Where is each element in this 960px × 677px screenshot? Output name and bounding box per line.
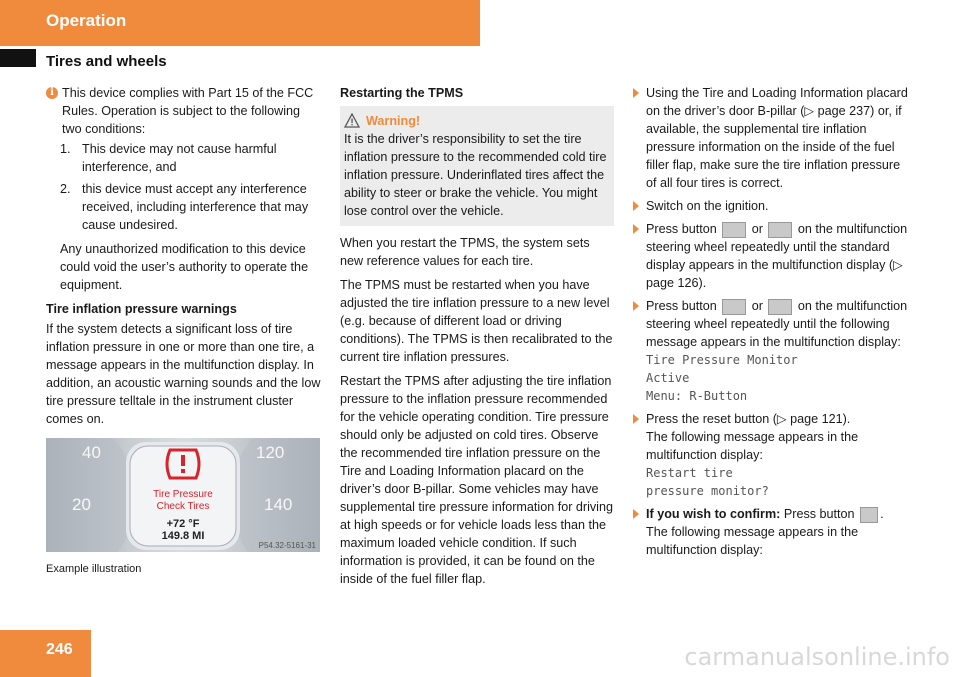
example-illustration bbox=[46, 438, 320, 552]
list-item bbox=[46, 140, 322, 176]
warnings-text: If the system detects a significant loss of tire inflation pressure in one or more than one tire, a message appears in the multifunction display. In addition, an acoustic warning sounds and the low tire pressure telltale in the instrument cluster comes on. bbox=[46, 322, 321, 426]
display-message bbox=[646, 464, 910, 500]
display-back-button-icon bbox=[722, 222, 746, 238]
step-text: on the multifunction steering wheel repeatedly until the following message appears in the multifunction display: bbox=[646, 299, 908, 349]
restart-para-3: Restart the TPMS after adjusting the tire inflation pressure to the inflation pressure recommended for the vehicle operating condition. Tire pressure should only be adjusted on cold tires. Observe the recommended tire inflation pressure on the Tire and Loading Information placard on the driver’s door B-pillar. Some vehicles may have supplemental tire pressure information for driving at high speeds or for vehicle loads less than the maximum loaded vehicle condition. If such information is provided, it can be found on the inside of the fuel filler flap. bbox=[340, 374, 613, 586]
message-line: Tire Pressure Monitor bbox=[646, 353, 798, 367]
step bbox=[632, 197, 910, 215]
step-text: Switch on the ignition. bbox=[646, 199, 769, 213]
display-message bbox=[646, 351, 910, 405]
column-left bbox=[46, 84, 322, 578]
warnings-heading: Tire inflation pressure warnings bbox=[46, 302, 237, 316]
chevron-up-button-icon bbox=[722, 299, 746, 315]
step bbox=[632, 84, 910, 192]
column-right bbox=[632, 84, 910, 564]
message-line: Restart tire bbox=[646, 466, 733, 480]
display-line1: Tire Pressure bbox=[153, 489, 213, 500]
step-arrow-icon bbox=[633, 414, 639, 424]
display-temp: +72 °F bbox=[166, 518, 200, 530]
section-title: Operation bbox=[46, 11, 127, 30]
message-line: Menu: R-Button bbox=[646, 389, 748, 403]
warning-title: Warning! bbox=[366, 114, 421, 128]
image-reference: P54.32-5161-31 bbox=[258, 541, 316, 550]
step-text: Press button bbox=[783, 507, 855, 521]
section-marker bbox=[0, 49, 36, 67]
watermark: carmanualsonline.info bbox=[684, 643, 950, 671]
dial-label: 140 bbox=[264, 495, 293, 514]
step-arrow-icon bbox=[633, 509, 639, 519]
step bbox=[632, 220, 910, 292]
step-text: The following message appears in the multifunction display: bbox=[646, 525, 859, 557]
display-miles: 149.8 MI bbox=[161, 530, 205, 542]
page-title: Tires and wheels bbox=[46, 53, 167, 70]
list-number: 1. bbox=[60, 142, 71, 156]
info-notice bbox=[46, 84, 322, 138]
message-line: Active bbox=[646, 371, 690, 385]
restart-para-1: When you restart the TPMS, the system sets new reference values for each tire. bbox=[340, 236, 590, 268]
warning-box bbox=[340, 106, 614, 226]
modification-notice: Any unauthorized modification to this device could void the user’s authority to operate the equipment. bbox=[60, 242, 309, 292]
step-content bbox=[646, 297, 910, 405]
warning-header bbox=[344, 112, 608, 130]
instrument-cluster-image bbox=[46, 438, 320, 552]
step-arrow-icon bbox=[633, 301, 639, 311]
step bbox=[632, 410, 910, 500]
step-text: or bbox=[751, 299, 763, 313]
chevron-down-button-icon bbox=[768, 299, 792, 315]
list-number: 2. bbox=[60, 182, 71, 196]
list-item bbox=[46, 180, 322, 234]
step-text: or bbox=[751, 222, 763, 236]
step-text: Press button bbox=[646, 222, 717, 236]
step-text: Press button bbox=[646, 299, 717, 313]
step-bold-text: If you wish to confirm: bbox=[646, 507, 781, 521]
display-line2: Check Tires bbox=[156, 501, 210, 512]
step-content bbox=[646, 220, 910, 292]
step-arrow-icon bbox=[633, 201, 639, 211]
step-text: Using the Tire and Loading Information placard on the driver’s door B-pillar (▷ page 237) or, if available, the supplemental tire inflation pressure information on the inside of the fuel filler flap, make sure the tire inflation pressure of all four tires is correct. bbox=[646, 86, 908, 190]
step-content bbox=[646, 410, 910, 500]
dial-label: 120 bbox=[256, 443, 285, 462]
list-text: this device must accept any interference received, including interference that may cause undesired. bbox=[82, 182, 309, 232]
dial-label: 20 bbox=[72, 495, 91, 514]
step bbox=[632, 297, 910, 405]
message-line: pressure monitor? bbox=[646, 484, 769, 498]
restart-para-2: The TPMS must be restarted when you have adjusted the tire inflation pressure to a new level (e.g. because of different load or driving conditions). The TPMS is then recalibrated to the current tire inflation pressures. bbox=[340, 278, 613, 364]
step-content: If you wish to confirm: Press button . The following message appears in the multifunction display: bbox=[646, 505, 910, 559]
warning-triangle-icon bbox=[344, 113, 360, 129]
restart-heading: Restarting the TPMS bbox=[340, 86, 464, 100]
illustration-caption: Example illustration bbox=[46, 563, 142, 575]
fcc-notice: This device complies with Part 15 of the FCC Rules. Operation is subject to the following two conditions: bbox=[62, 86, 314, 136]
step-arrow-icon bbox=[633, 224, 639, 234]
dial-label: 40 bbox=[82, 443, 101, 462]
step-arrow-icon bbox=[633, 88, 639, 98]
plus-button-icon bbox=[860, 507, 878, 523]
list-text: This device may not cause harmful interference, and bbox=[82, 142, 277, 174]
step-text: Press the reset button (▷ page 121). bbox=[646, 412, 851, 426]
warning-text: It is the driver’s responsibility to set the tire inflation pressure to the recommended cold tire inflation pressure. Underinflated tires affect the ability to steer or brake the vehicle. You might lose control over the vehicle. bbox=[344, 132, 607, 218]
step-text: on the multifunction steering wheel repeatedly until the standard display appears in the multifunction display (▷ page 126). bbox=[646, 222, 908, 290]
step-text: The following message appears in the multifunction display: bbox=[646, 430, 859, 462]
column-middle bbox=[340, 84, 614, 594]
step bbox=[632, 505, 910, 559]
info-icon: i bbox=[46, 87, 58, 99]
conditions-list bbox=[46, 140, 322, 234]
page-number: 246 bbox=[46, 641, 73, 658]
display-forward-button-icon bbox=[768, 222, 792, 238]
